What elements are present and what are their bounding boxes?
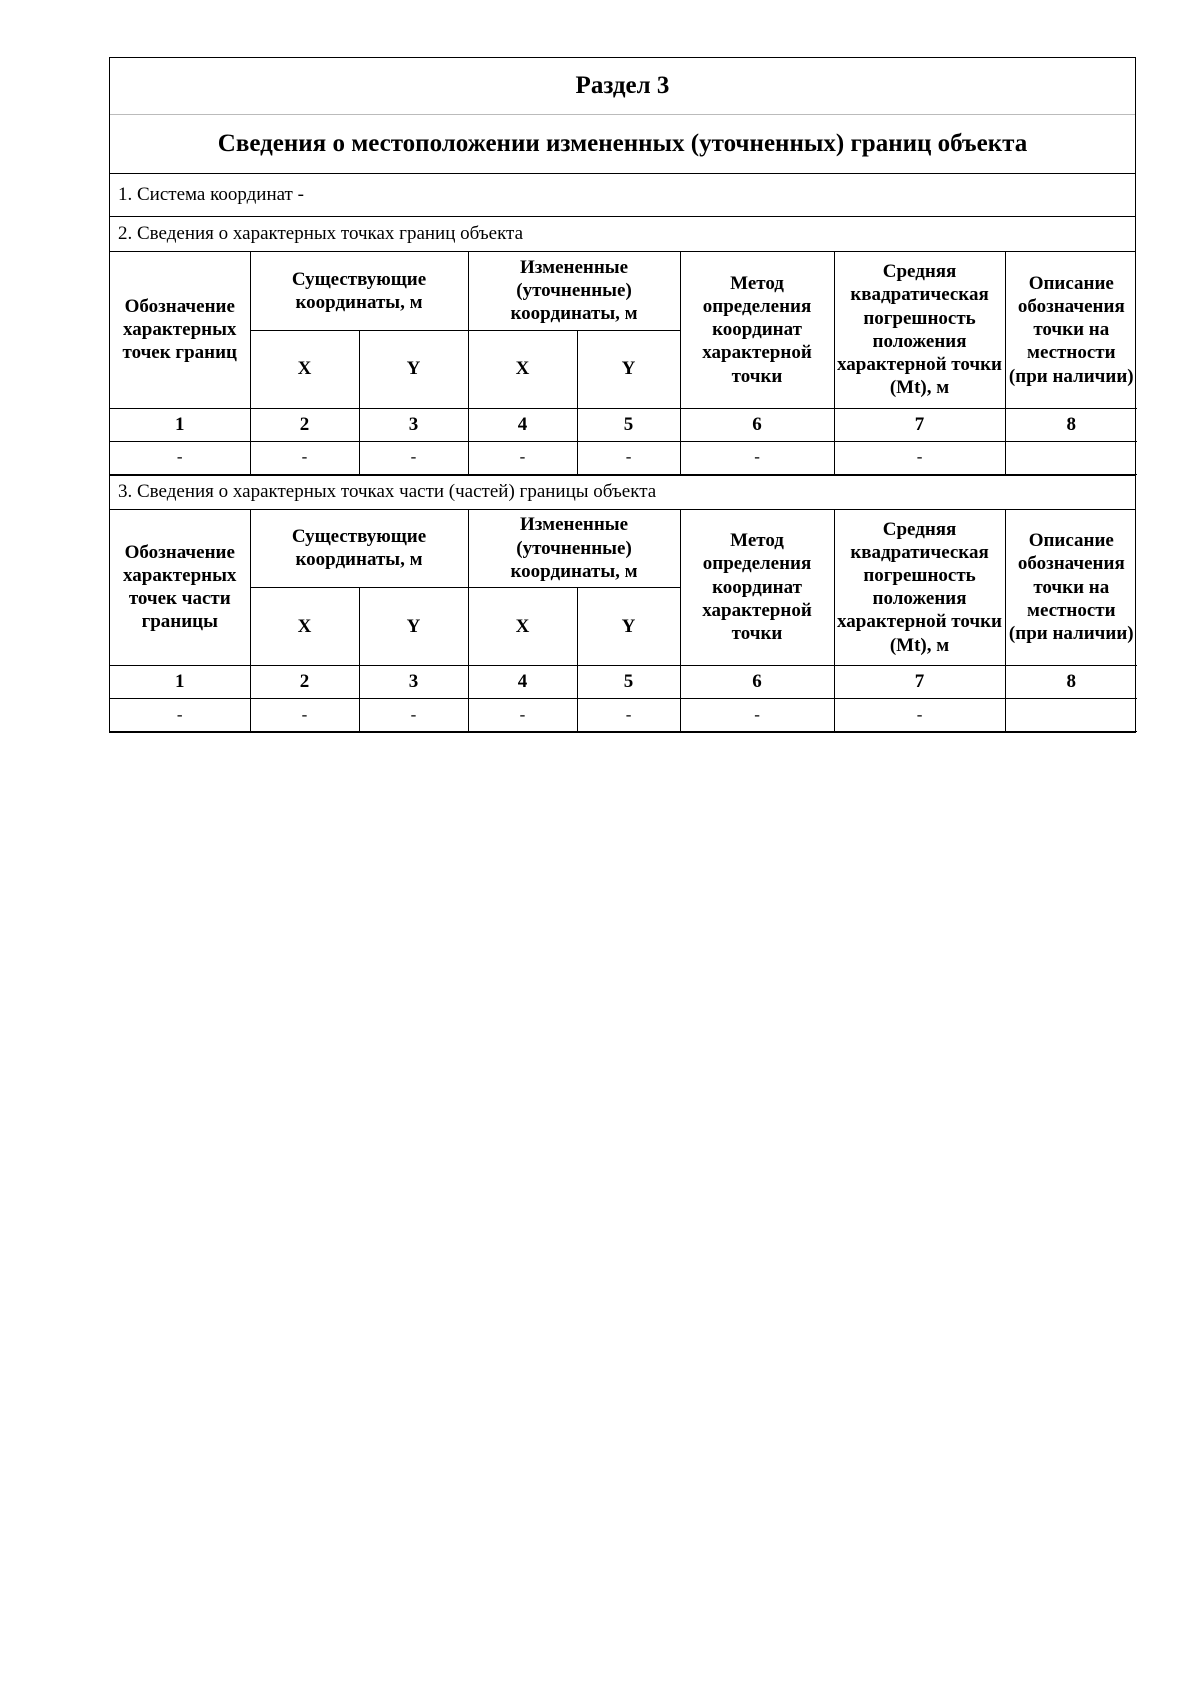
table-cell: - [468, 699, 577, 732]
table-cell: - [359, 699, 468, 732]
column-number: 1 [110, 666, 250, 699]
column-number: 6 [680, 666, 834, 699]
table-cell: - [834, 699, 1005, 732]
column-number: 3 [359, 666, 468, 699]
column-number: 3 [359, 408, 468, 441]
part2-heading: 2. Сведения о характерных точках границ объекта [110, 217, 1135, 252]
table-cell: - [680, 699, 834, 732]
table-cell: - [250, 699, 359, 732]
table-cell: - [250, 441, 359, 474]
table-cell: - [680, 441, 834, 474]
column-number: 2 [250, 408, 359, 441]
column-number: 7 [834, 408, 1005, 441]
part3-method-header: Метод определения координат характерной точки [680, 510, 834, 666]
column-number: 4 [468, 408, 577, 441]
table-cell: - [834, 441, 1005, 474]
part3-changed-header: Измененные (уточненные) координаты, м [468, 510, 680, 588]
column-number: 1 [110, 408, 250, 441]
part2-changed-y: Y [577, 330, 680, 408]
part3-existing-y: Y [359, 588, 468, 666]
part2-method-header: Метод определения координат характерной точки [680, 252, 834, 408]
table-cell: - [577, 699, 680, 732]
column-number: 8 [1005, 408, 1137, 441]
part2-existing-y: Y [359, 330, 468, 408]
table-cell: - [110, 699, 250, 732]
part3-error-header: Средняя квадратическая погрешность положения характерной точки (Mt), м [834, 510, 1005, 666]
part3-description-header: Описание обозначения точки на местности (при наличии) [1005, 510, 1137, 666]
section-subtitle: Сведения о местоположении измененных (уточненных) границ объекта [110, 115, 1135, 174]
column-number: 6 [680, 408, 834, 441]
table-cell [1005, 441, 1137, 474]
part2-description-header: Описание обозначения точки на местности (при наличии) [1005, 252, 1137, 408]
part2-col1-header: Обозначение характерных точек границ [110, 252, 250, 408]
coordinate-system-line: 1. Система координат - [110, 174, 1135, 217]
column-number: 5 [577, 408, 680, 441]
table-cell: - [110, 441, 250, 474]
table-cell: - [359, 441, 468, 474]
part2-number-row [110, 408, 1137, 441]
part3-changed-y: Y [577, 588, 680, 666]
part2-existing-x: X [250, 330, 359, 408]
part3-table [110, 510, 1137, 733]
table-row [110, 699, 1137, 732]
column-number: 7 [834, 666, 1005, 699]
part2-table [110, 252, 1137, 475]
part3-number-row [110, 666, 1137, 699]
section-3-form [109, 57, 1136, 733]
part3-col1-header: Обозначение характерных точек части границы [110, 510, 250, 666]
part3-existing-header: Существующие координаты, м [250, 510, 468, 588]
part3-changed-x: X [468, 588, 577, 666]
part2-changed-header: Измененные (уточненные) координаты, м [468, 252, 680, 330]
column-number: 2 [250, 666, 359, 699]
part2-existing-header: Существующие координаты, м [250, 252, 468, 330]
part2-changed-x: X [468, 330, 577, 408]
column-number: 4 [468, 666, 577, 699]
column-number: 5 [577, 666, 680, 699]
table-cell: - [468, 441, 577, 474]
table-cell: - [577, 441, 680, 474]
part3-heading: 3. Сведения о характерных точках части (частей) границы объекта [110, 475, 1135, 510]
section-title: Раздел 3 [110, 58, 1135, 115]
part3-existing-x: X [250, 588, 359, 666]
part2-error-header: Средняя квадратическая погрешность положения характерной точки (Mt), м [834, 252, 1005, 408]
column-number: 8 [1005, 666, 1137, 699]
table-cell [1005, 699, 1137, 732]
table-row [110, 441, 1137, 474]
